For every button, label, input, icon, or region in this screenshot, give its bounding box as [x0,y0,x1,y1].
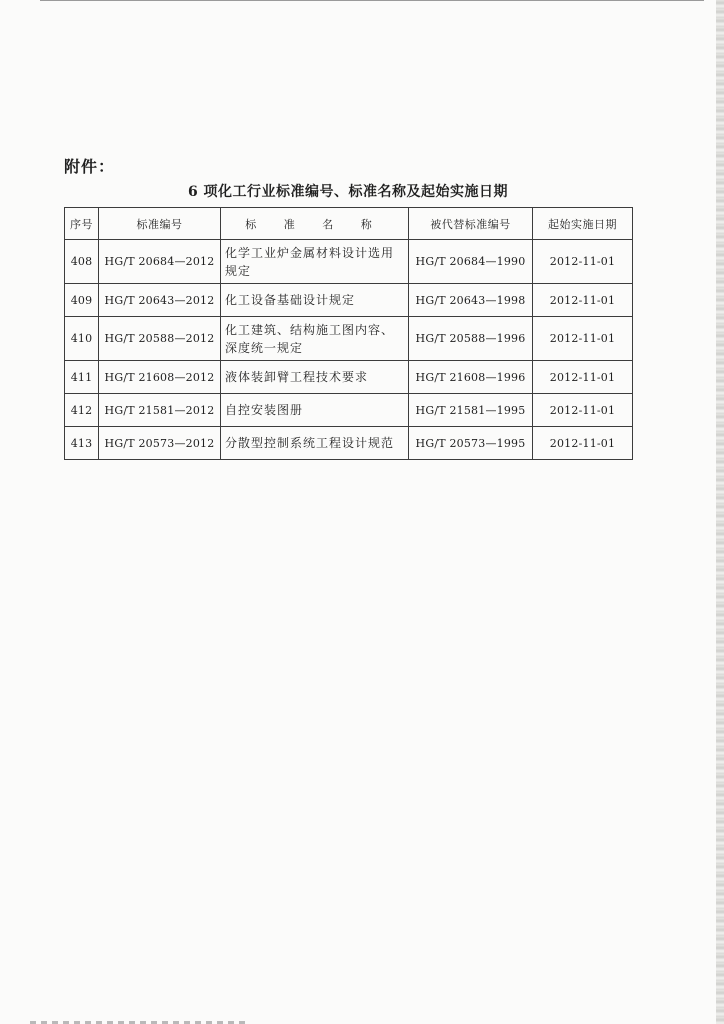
header-standard-name: 标 准 名 称 [221,208,409,240]
table-row [65,284,633,317]
row-standard-number: HG/T 21608—2012 [99,361,221,394]
row-replaced-number: HG/T 21608—1996 [409,361,533,394]
row-replaced-number: HG/T 20588—1996 [409,317,533,361]
row-standard-number: HG/T 20573—2012 [99,427,221,460]
annex-label: 附件： [64,157,116,176]
row-standard-number: HG/T 20588—2012 [99,317,221,361]
row-start-date: 2012-11-01 [533,284,633,317]
table-row [65,394,633,427]
row-start-date: 2012-11-01 [533,394,633,427]
row-standard-name: 化工设备基础设计规定 [221,284,409,317]
row-start-date: 2012-11-01 [533,240,633,284]
table-row [65,240,633,284]
row-replaced-number: HG/T 20573—1995 [409,427,533,460]
table-row [65,427,633,460]
row-standard-name: 化学工业炉金属材料设计选用规定 [221,240,409,284]
row-standard-number: HG/T 20684—2012 [99,240,221,284]
header-standard-number: 标准编号 [99,208,221,240]
row-standard-name: 自控安装图册 [221,394,409,427]
row-standard-number: HG/T 21581—2012 [99,394,221,427]
row-replaced-number: HG/T 20684—1990 [409,240,533,284]
row-replaced-number: HG/T 21581—1995 [409,394,533,427]
standards-table [64,207,633,460]
table-row [65,361,633,394]
row-seq: 412 [65,394,99,427]
scan-edge [716,0,724,1024]
row-seq: 411 [65,361,99,394]
header-start-date: 起始实施日期 [533,208,633,240]
top-border-line [40,0,704,1]
row-seq: 409 [65,284,99,317]
row-standard-name: 液体装卸臂工程技术要求 [221,361,409,394]
row-standard-number: HG/T 20643—2012 [99,284,221,317]
row-start-date: 2012-11-01 [533,317,633,361]
row-seq: 408 [65,240,99,284]
row-seq: 410 [65,317,99,361]
row-replaced-number: HG/T 20643—1998 [409,284,533,317]
table-row [65,317,633,361]
row-seq: 413 [65,427,99,460]
row-start-date: 2012-11-01 [533,361,633,394]
table-header-row [65,208,633,240]
document-title: 6 项化工行业标准编号、标准名称及起始实施日期 [187,184,509,200]
row-start-date: 2012-11-01 [533,427,633,460]
row-standard-name: 分散型控制系统工程设计规范 [221,427,409,460]
header-replaced-number: 被代替标准编号 [409,208,533,240]
header-seq: 序号 [65,208,99,240]
row-standard-name: 化工建筑、结构施工图内容、深度统一规定 [221,317,409,361]
